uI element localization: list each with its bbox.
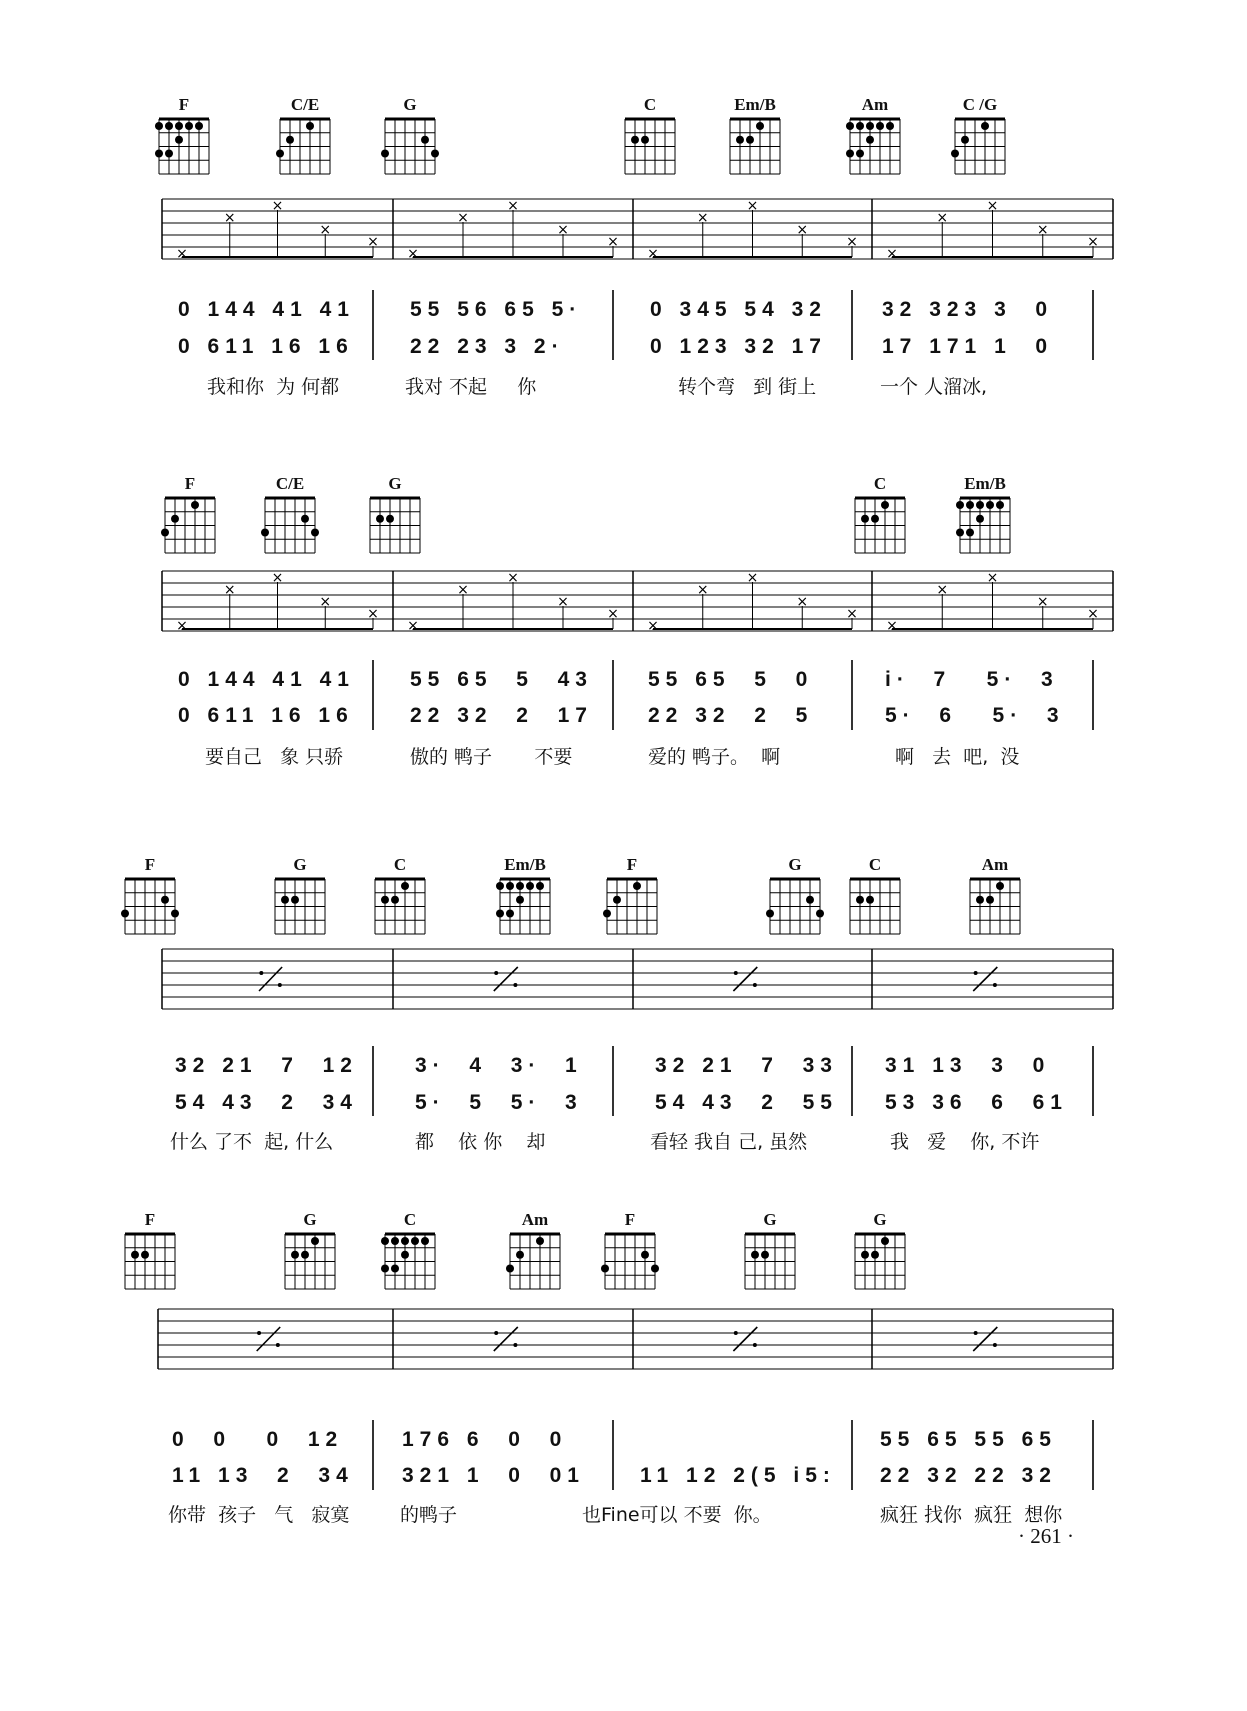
chord-name: C [873, 474, 887, 493]
chord-diagram-grid [850, 495, 910, 557]
finger-dot [986, 896, 994, 904]
chord-diagram-grid [620, 116, 680, 178]
lyric-line: 一个 人溜冰, [880, 376, 988, 398]
chord-name: Am [981, 855, 1009, 874]
finger-dot [961, 136, 969, 144]
finger-dot [171, 910, 179, 918]
chord-name: G [293, 855, 307, 874]
chord-diagram-grid [154, 116, 214, 178]
strum-mark: × [647, 246, 659, 262]
repeat-slash [733, 967, 757, 991]
finger-dot [856, 150, 864, 158]
chord-box [960, 856, 1030, 938]
finger-dot [506, 910, 514, 918]
strum-mark: × [796, 594, 809, 610]
melody-notation: 0 0 0 12 [172, 1428, 344, 1451]
harmony-notation: 54 43 2 34 [175, 1091, 358, 1114]
strum-mark: × [507, 570, 519, 586]
harmony-notation: 0 611 16 16 [178, 335, 354, 358]
finger-dot [816, 910, 824, 918]
chord-box [845, 1211, 915, 1293]
finger-dot [756, 122, 764, 130]
finger-dot [951, 150, 959, 158]
chord-name: Am [521, 1210, 549, 1229]
finger-dot [966, 501, 974, 509]
finger-dot [421, 136, 429, 144]
repeat-slash [257, 1327, 281, 1351]
harmony-notation: 11 12 2(5 i5: [640, 1464, 836, 1487]
finger-dot [981, 122, 989, 130]
chord-diagram-grid [270, 876, 330, 938]
strum-mark: × [319, 222, 332, 238]
finger-dot [431, 150, 439, 158]
harmony-notation: 54 43 2 55 [655, 1091, 838, 1114]
strum-mark: × [407, 246, 419, 262]
page-number: · 261 · [1018, 1524, 1074, 1548]
repeat-slash [973, 967, 997, 991]
strum-mark: × [271, 570, 284, 586]
finger-dot [165, 122, 173, 130]
melody-notation: 32 21 7 12 [175, 1054, 358, 1077]
finger-dot [291, 1251, 299, 1259]
strum-mark: × [407, 618, 419, 634]
melody-notation: 55 65 55 65 [880, 1428, 1057, 1451]
finger-dot [861, 515, 869, 523]
harmony-notation: 5· 5 5· 3 [415, 1091, 583, 1114]
finger-dot [996, 882, 1004, 890]
finger-dot [191, 501, 199, 509]
chord-diagram-grid [740, 1231, 800, 1293]
chord-name: G [763, 1210, 777, 1229]
chord-name: F [144, 855, 156, 874]
chord-diagram-grid [602, 876, 662, 938]
notation-bar-lines [0, 1420, 1247, 1500]
finger-dot [751, 1251, 759, 1259]
finger-dot [976, 896, 984, 904]
tab-staff [0, 1303, 1247, 1383]
strum-mark: × [176, 618, 188, 634]
finger-dot [185, 122, 193, 130]
finger-dot [736, 136, 744, 144]
chord-box [720, 96, 790, 178]
strum-mark: × [936, 210, 949, 226]
chord-box [375, 1211, 445, 1293]
chord-diagram-grid [845, 116, 905, 178]
lyric-line: 我对 不起 你 [405, 376, 537, 398]
chord-box [490, 856, 560, 938]
chord-name: G [403, 95, 417, 114]
melody-notation: 0 144 41 41 [178, 298, 355, 321]
strum-mark: × [1087, 234, 1099, 250]
finger-dot [391, 1237, 399, 1245]
strum-mark: × [457, 582, 469, 598]
strum-mark: × [746, 198, 759, 214]
finger-dot [601, 1265, 609, 1273]
finger-dot [161, 896, 169, 904]
chord-name: G [303, 1210, 317, 1229]
chord-box [270, 96, 340, 178]
lyric-line: 疯狂 找你 疯狂 想你 [880, 1504, 1063, 1526]
chord-name: Em/B [504, 855, 546, 874]
finger-dot [886, 122, 894, 130]
chord-name: C [393, 855, 407, 874]
repeat-slash [494, 1327, 518, 1351]
finger-dot [171, 515, 179, 523]
melody-notation: 55 65 5 43 [410, 668, 593, 691]
finger-dot [856, 896, 864, 904]
finger-dot [195, 122, 203, 130]
strum-mark: × [607, 606, 619, 622]
chord-name: C/E [290, 95, 320, 114]
chord-box [840, 96, 910, 178]
melody-notation: 32 323 3 0 [882, 298, 1054, 321]
finger-dot [536, 882, 544, 890]
finger-dot [311, 1237, 319, 1245]
strum-mark: × [557, 594, 569, 610]
chord-name: C /G [962, 95, 998, 114]
chord-diagram-grid [120, 876, 180, 938]
chord-diagram-grid [260, 495, 320, 557]
finger-dot [846, 150, 854, 158]
strum-mark: × [223, 582, 236, 598]
strum-mark: × [886, 246, 898, 262]
finger-dot [516, 1251, 524, 1259]
chord-box [149, 96, 219, 178]
finger-dot [633, 882, 641, 890]
finger-dot [966, 529, 974, 537]
harmony-notation: 11 13 2 34 [172, 1464, 354, 1487]
strum-mark: × [457, 210, 469, 226]
strum-mark: × [367, 234, 379, 250]
chord-box [265, 856, 335, 938]
chord-box [945, 96, 1015, 178]
harmony-notation: 0 123 32 17 [650, 335, 827, 358]
lyric-line: 也Fine可以 不要 你。 [582, 1504, 772, 1526]
finger-dot [806, 896, 814, 904]
repeat-slash [259, 967, 282, 991]
finger-dot [871, 515, 879, 523]
chord-box [360, 475, 430, 557]
repeat-slash [494, 967, 518, 991]
lyric-line: 什么 了不 起, 什么 [170, 1131, 334, 1153]
harmony-notation: 5· 6 5· 3 [885, 704, 1065, 727]
strum-mark: × [986, 570, 999, 586]
finger-dot [846, 122, 854, 130]
chord-diagram-grid [765, 876, 825, 938]
lyric-line: 爱的 鸭子。 啊 [648, 746, 781, 768]
lyric-line: 傲的 鸭子 不要 [410, 746, 573, 768]
finger-dot [286, 136, 294, 144]
finger-dot [496, 910, 504, 918]
lyric-line: 都 依 你 却 [415, 1131, 546, 1153]
melody-notation: 0 144 41 41 [178, 668, 355, 691]
finger-dot [376, 515, 384, 523]
melody-notation: 176 6 0 0 [402, 1428, 568, 1451]
finger-dot [421, 1237, 429, 1245]
finger-dot [175, 136, 183, 144]
lyric-line: 啊 去 吧, 没 [895, 746, 1020, 768]
strum-mark: × [607, 234, 619, 250]
finger-dot [876, 122, 884, 130]
finger-dot [301, 515, 309, 523]
strum-mark: × [746, 570, 759, 586]
chord-diagram-grid [275, 116, 335, 178]
finger-dot [175, 122, 183, 130]
chord-name: Am [861, 95, 889, 114]
chord-name: C [643, 95, 657, 114]
finger-dot [986, 501, 994, 509]
finger-dot [306, 122, 314, 130]
chord-box [845, 475, 915, 557]
chord-box [500, 1211, 570, 1293]
finger-dot [391, 1265, 399, 1273]
finger-dot [496, 882, 504, 890]
chord-name: F [626, 855, 638, 874]
melody-notation: 55 56 65 5· [410, 298, 583, 321]
harmony-notation: 53 36 6 61 [885, 1091, 1068, 1114]
chord-diagram-grid [965, 876, 1025, 938]
chord-diagram-grid [380, 1231, 440, 1293]
finger-dot [261, 529, 269, 537]
chord-box [155, 475, 225, 557]
chord-box [597, 856, 667, 938]
strum-mark: × [846, 606, 858, 622]
finger-dot [956, 501, 964, 509]
chord-box [375, 96, 445, 178]
finger-dot [866, 136, 874, 144]
strum-mark: × [846, 234, 858, 250]
chord-diagram-grid [120, 1231, 180, 1293]
finger-dot [131, 1251, 139, 1259]
finger-dot [746, 136, 754, 144]
finger-dot [516, 896, 524, 904]
lyric-line: 要自己 象 只骄 [205, 746, 344, 768]
chord-name: F [184, 474, 196, 493]
notation-bar-lines [0, 660, 1247, 740]
chord-box [760, 856, 830, 938]
chord-diagram-grid [955, 495, 1015, 557]
harmony-notation: 22 23 3 2· [410, 335, 565, 358]
finger-dot [155, 122, 163, 130]
strum-mark: × [507, 198, 519, 214]
chord-box [255, 475, 325, 557]
strum-mark: × [223, 210, 236, 226]
finger-dot [381, 1265, 389, 1273]
chord-box [735, 1211, 805, 1293]
harmony-notation: 22 32 2 17 [410, 704, 593, 727]
chord-diagram-grid [950, 116, 1010, 178]
chord-box [595, 1211, 665, 1293]
lyric-line: 我 爱 你, 不许 [890, 1131, 1040, 1153]
chord-diagram-grid [505, 1231, 565, 1293]
strum-mark: × [367, 606, 379, 622]
chord-name: G [873, 1210, 887, 1229]
chord-name: G [388, 474, 402, 493]
finger-dot [381, 1237, 389, 1245]
strum-mark: × [696, 210, 709, 226]
repeat-slash [973, 1327, 997, 1351]
melody-notation: 3· 4 3· 1 [415, 1054, 583, 1077]
chord-diagram-grid [365, 495, 425, 557]
strum-mark: × [557, 222, 569, 238]
melody-notation: 31 13 3 0 [885, 1054, 1051, 1077]
lyric-line: 你带 孩子 气 寂寞 [168, 1504, 350, 1526]
lyric-line: 的鸭子 [400, 1504, 458, 1526]
strum-mark: × [1087, 606, 1099, 622]
strum-mark: × [886, 618, 898, 634]
chord-box [115, 1211, 185, 1293]
finger-dot [381, 150, 389, 158]
finger-dot [141, 1251, 149, 1259]
finger-dot [516, 882, 524, 890]
harmony-notation: 17 171 1 0 [882, 335, 1054, 358]
finger-dot [276, 150, 284, 158]
finger-dot [121, 910, 129, 918]
finger-dot [401, 1237, 409, 1245]
chord-box [365, 856, 435, 938]
strum-mark: × [176, 246, 188, 262]
chord-name: F [178, 95, 190, 114]
repeat-slash [733, 1327, 757, 1351]
lyric-line: 我和你 为 何都 [207, 376, 340, 398]
chord-diagram-grid [380, 116, 440, 178]
finger-dot [165, 150, 173, 158]
chord-name: G [788, 855, 802, 874]
finger-dot [761, 1251, 769, 1259]
strum-mark: × [319, 594, 332, 610]
finger-dot [603, 910, 611, 918]
finger-dot [631, 136, 639, 144]
finger-dot [996, 501, 1004, 509]
finger-dot [155, 150, 163, 158]
lyric-line: 看轻 我自 己, 虽然 [650, 1131, 808, 1153]
strum-mark: × [271, 198, 284, 214]
finger-dot [613, 896, 621, 904]
chord-name: C [403, 1210, 417, 1229]
chord-name: F [144, 1210, 156, 1229]
chord-box [115, 856, 185, 938]
strum-mark: × [796, 222, 809, 238]
chord-name: Em/B [964, 474, 1006, 493]
strum-mark: × [647, 618, 659, 634]
strum-mark: × [1036, 594, 1049, 610]
chord-name: F [624, 1210, 636, 1229]
finger-dot [871, 1251, 879, 1259]
strum-mark: × [1036, 222, 1049, 238]
finger-dot [766, 910, 774, 918]
harmony-notation: 22 32 2 5 [648, 704, 814, 727]
strum-mark: × [936, 582, 949, 598]
chord-diagram-grid [725, 116, 785, 178]
tab-staff [0, 943, 1247, 1023]
melody-notation: 32 21 7 33 [655, 1054, 838, 1077]
strum-mark: × [986, 198, 999, 214]
chord-diagram-grid [160, 495, 220, 557]
finger-dot [956, 529, 964, 537]
finger-dot [411, 1237, 419, 1245]
chord-diagram-grid [280, 1231, 340, 1293]
chord-name: Em/B [734, 95, 776, 114]
finger-dot [866, 896, 874, 904]
finger-dot [881, 1237, 889, 1245]
finger-dot [401, 1251, 409, 1259]
finger-dot [866, 122, 874, 130]
finger-dot [976, 501, 984, 509]
tab-staff [0, 193, 1247, 273]
finger-dot [861, 1251, 869, 1259]
chord-box [840, 856, 910, 938]
chord-diagram-grid [850, 1231, 910, 1293]
finger-dot [381, 896, 389, 904]
chord-box [950, 475, 1020, 557]
chord-name: C/E [275, 474, 305, 493]
strum-mark: × [696, 582, 709, 598]
finger-dot [651, 1265, 659, 1273]
finger-dot [536, 1237, 544, 1245]
finger-dot [401, 882, 409, 890]
finger-dot [386, 515, 394, 523]
finger-dot [291, 896, 299, 904]
chord-diagram-grid [370, 876, 430, 938]
melody-notation: 0 345 54 32 [650, 298, 827, 321]
finger-dot [976, 515, 984, 523]
chord-diagram-grid [600, 1231, 660, 1293]
chord-diagram-grid [845, 876, 905, 938]
lyric-line: 转个弯 到 街上 [678, 376, 817, 398]
finger-dot [881, 501, 889, 509]
harmony-notation: 22 32 22 32 [880, 1464, 1057, 1487]
finger-dot [526, 882, 534, 890]
finger-dot [506, 882, 514, 890]
chord-name: C [868, 855, 882, 874]
finger-dot [161, 529, 169, 537]
tab-staff [0, 565, 1247, 645]
finger-dot [641, 136, 649, 144]
harmony-notation: 0 611 16 16 [178, 704, 354, 727]
melody-notation: 55 65 5 0 [648, 668, 814, 691]
chord-box [275, 1211, 345, 1293]
melody-notation: i· 7 5· 3 [885, 668, 1059, 691]
notation-bar-lines [0, 290, 1247, 370]
finger-dot [311, 529, 319, 537]
finger-dot [281, 896, 289, 904]
harmony-notation: 321 1 0 01 [402, 1464, 585, 1487]
finger-dot [506, 1265, 514, 1273]
finger-dot [301, 1251, 309, 1259]
notation-bar-lines [0, 1046, 1247, 1126]
finger-dot [856, 122, 864, 130]
chord-diagram-grid [495, 876, 555, 938]
chord-box [615, 96, 685, 178]
finger-dot [391, 896, 399, 904]
finger-dot [641, 1251, 649, 1259]
